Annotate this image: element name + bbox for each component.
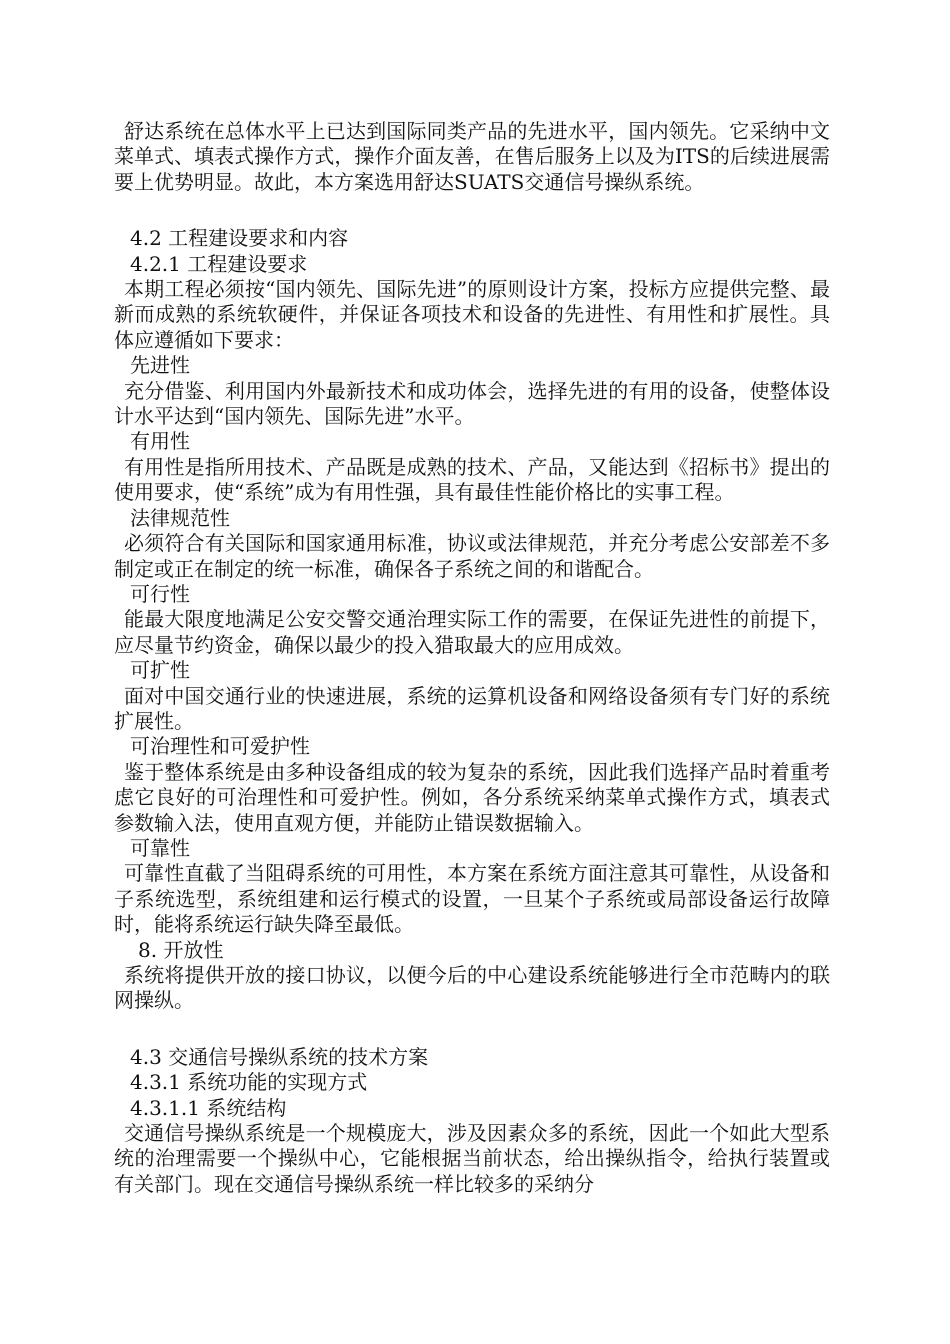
subsection-heading: 4.2.1 工程建设要求: [130, 251, 308, 276]
item-heading: 有用性: [130, 429, 190, 454]
subsection-heading: 4.3.1 系统功能的实现方式: [130, 1070, 368, 1095]
item-heading: 8. 开放性: [138, 937, 224, 962]
paragraph: 交通信号操纵系统是一个规模庞大，涉及因素众多的系统，因此一个如此大型系统的治理需要一个操纵中心，它能根据当前状态，给出操纵指令，给执行装置或有关部门。现在交通信号操纵系统一样比较多的采纳分: [114, 1121, 830, 1196]
paragraph: 舒达系统在总体水平上已达到国际同类产品的先进水平，国内领先。它采纳中文菜单式、填表式操作方式，操作介面友善，在售后服务上以及为ITS的后续进展需要上优势明显。故此，本方案选用舒达SUATS交通信号操纵系统。: [114, 119, 830, 194]
spacer: [114, 1014, 830, 1045]
subsubsection-heading: 4.3.1.1 系统结构: [130, 1095, 287, 1120]
paragraph: 充分借鉴、利用国内外最新技术和成功体会，选择先进的有用的设备，使整体设计水平达到“国内领先、国际先进”水平。: [114, 378, 830, 429]
paragraph: 有用性是指所用技术、产品既是成熟的技术、产品，又能达到《招标书》提出的使用要求，使“系统”成为有用性强，具有最佳性能价格比的实事工程。: [114, 454, 830, 505]
paragraph: 面对中国交通行业的快速进展，系统的运算机设备和网络设备须有专门好的系统扩展性。: [114, 683, 830, 733]
item-heading: 可治理性和可爱护性: [130, 734, 310, 759]
item-heading: 法律规范性: [130, 505, 230, 530]
item-heading: 可行性: [130, 581, 190, 606]
item-heading: 可扩性: [130, 658, 190, 683]
spacer: [114, 195, 830, 226]
paragraph: 本期工程必须按“国内领先、国际先进”的原则设计方案，投标方应提供完整、最新而成熟的系统软硬件，并保证各项技术和设备的先进性、有用性和扩展性。具体应遵循如下要求：: [114, 277, 830, 352]
item-heading: 先进性: [130, 353, 190, 378]
paragraph: 能最大限度地满足公安交警交通治理实际工作的需要，在保证先进性的前提下，应尽量节约资金，确保以最少的投入猎取最大的应用成效。: [114, 607, 830, 657]
paragraph: 可靠性直截了当阻碍系统的可用性，本方案在系统方面注意其可靠性，从设备和子系统选型，系统组建和运行模式的设置，一旦某个子系统或局部设备运行故障时，能将系统运行缺失降至最低。: [114, 861, 830, 937]
paragraph: 系统将提供开放的接口协议，以便今后的中心建设系统能够进行全市范畴内的联网操纵。: [114, 963, 830, 1013]
paragraph: 鉴于整体系统是由多种设备组成的较为复杂的系统，因此我们选择产品时着重考虑它良好的可治理性和可爱护性。例如，各分系统采纳菜单式操作方式，填表式参数输入法，使用直观方便，并能防止错误数据输入。: [114, 759, 830, 835]
section-heading: 4.2 工程建设要求和内容: [130, 226, 349, 251]
item-heading: 可靠性: [130, 835, 190, 860]
document-body: [114, 119, 830, 1197]
paragraph: 必须符合有关国际和国家通用标准，协议或法律规范，并充分考虑公安部差不多制定或正在制定的统一标准，确保各子系统之间的和谐配合。: [114, 531, 830, 581]
section-heading: 4.3 交通信号操纵系统的技术方案: [130, 1044, 429, 1069]
